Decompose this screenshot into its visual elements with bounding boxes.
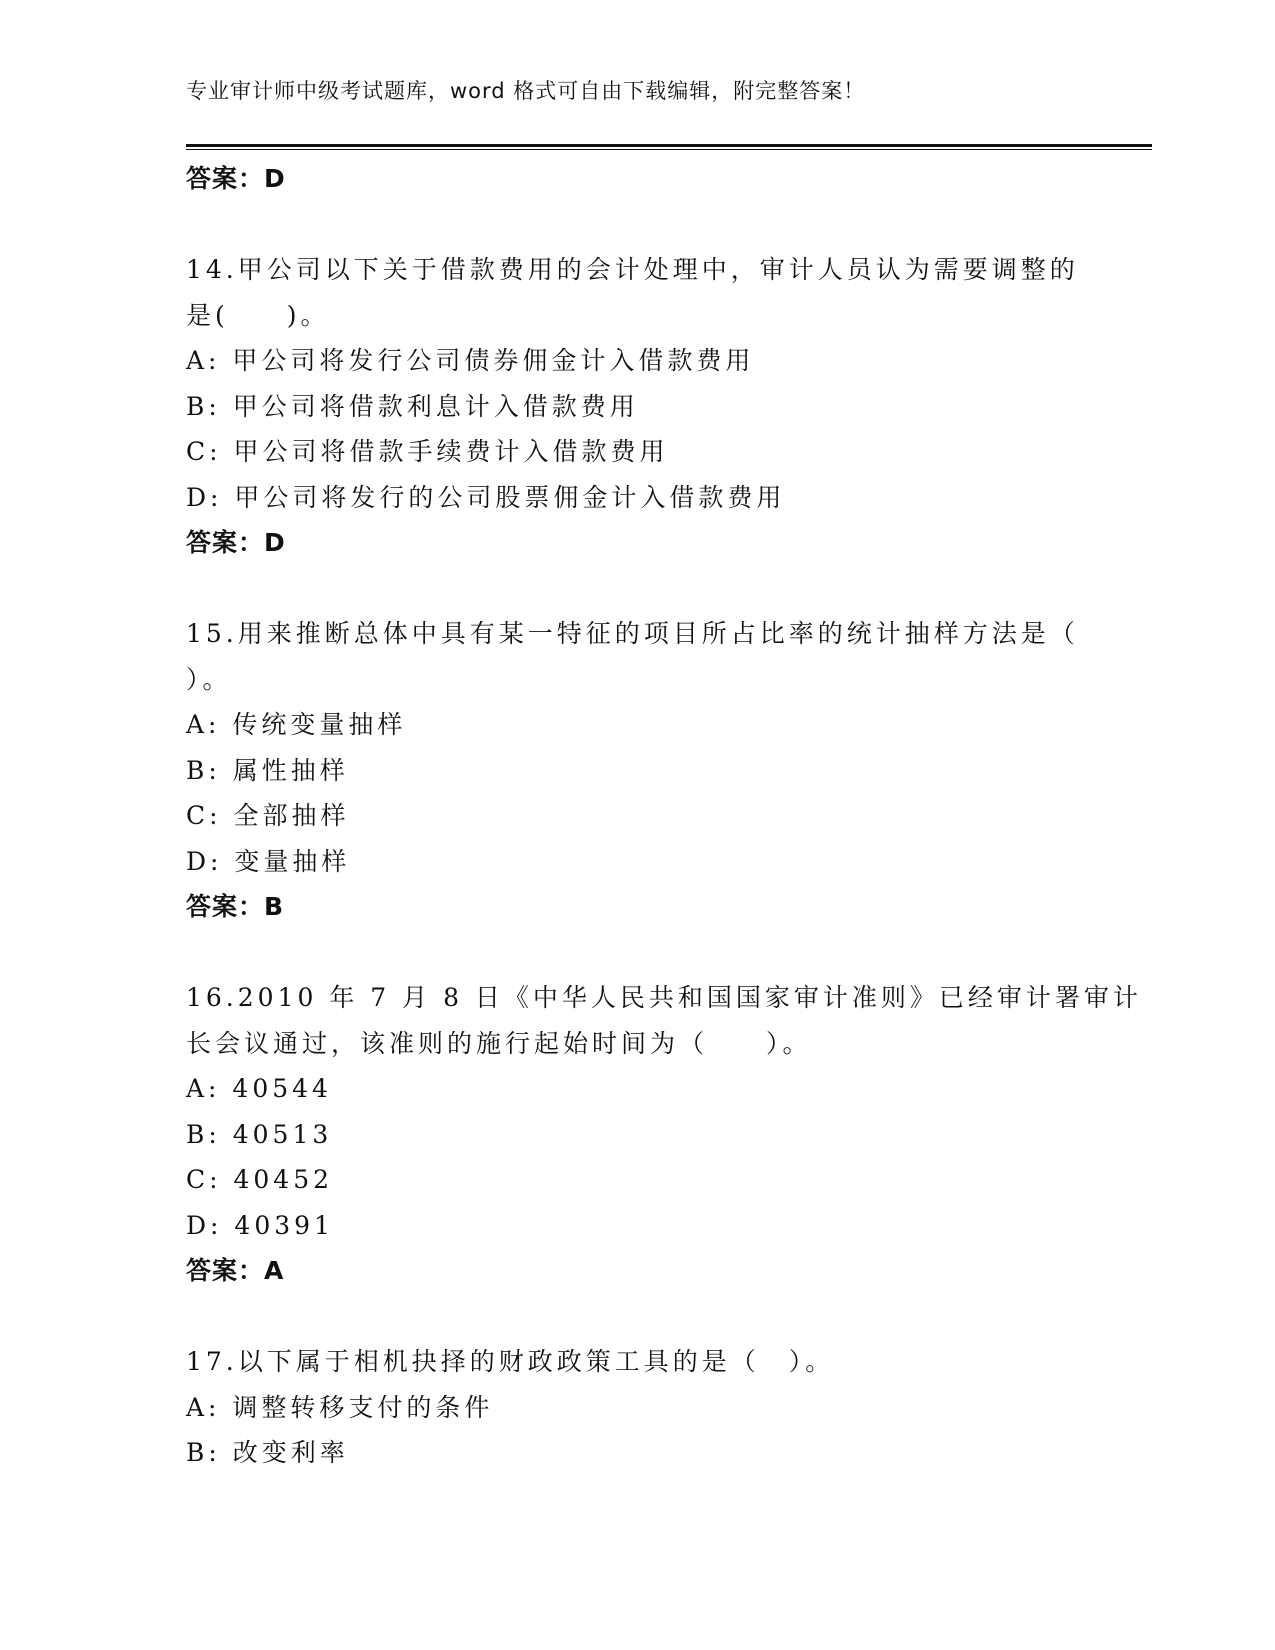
question-list <box>186 156 1142 1476</box>
question-14-stem: 14.甲公司以下关于借款费用的会计处理中，审计人员认为需要调整的 <box>186 255 1079 284</box>
question-15-stem-cont: ）。 <box>186 664 232 694</box>
question-15-option-c: C: 全部抽样 <box>186 801 350 830</box>
question-14-stem-cont: 是( )。 <box>186 300 330 330</box>
page-header: 专业审计师中级考试题库，word 格式可自由下载编辑，附完整答案！ <box>186 79 866 103</box>
question-17-stem: 17.以下属于相机抉择的财政政策工具的是（ ）。 <box>186 1347 835 1376</box>
question-16-stem-cont: 长会议通过，该准则的施行起始时间为（ ）。 <box>186 1028 812 1058</box>
question-16-stem: 16.2010 年 7 月 8 日《中华人民共和国国家审计准则》已经审计署审计 <box>186 983 1142 1012</box>
question-14-option-c: C: 甲公司将借款手续费计入借款费用 <box>186 437 669 466</box>
question-15-answer: 答案：B <box>186 892 285 921</box>
spacer <box>186 1294 1086 1340</box>
question-15-stem: 15.用来推断总体中具有某一特征的项目所占比率的统计抽样方法是（ <box>186 619 1079 648</box>
question-17-option-a: A: 调整转移支付的条件 <box>186 1392 494 1422</box>
question-17-option-b: B: 改变利率 <box>186 1438 349 1467</box>
question-15-option-d: D: 变量抽样 <box>186 846 351 876</box>
question-16-option-d: D: 40391 <box>186 1210 334 1240</box>
question-15-option-a: A: 传统变量抽样 <box>186 710 407 739</box>
question-15-option-b: B: 属性抽样 <box>186 755 349 785</box>
question-16-answer: 答案：A <box>186 1256 285 1285</box>
header-divider <box>186 144 1152 150</box>
answer-previous: 答案：D <box>186 164 286 193</box>
question-16-option-c: C: 40452 <box>186 1165 334 1194</box>
question-14-option-a: A: 甲公司将发行公司债券佣金计入借款费用 <box>186 346 755 375</box>
question-14-option-b: B: 甲公司将借款利息计入借款费用 <box>186 391 639 421</box>
question-14-answer: 答案：D <box>186 528 286 557</box>
spacer <box>186 930 1086 976</box>
question-16-option-b: B: 40513 <box>186 1119 333 1149</box>
question-14-option-d: D: 甲公司将发行的公司股票佣金计入借款费用 <box>186 482 786 512</box>
spacer <box>186 202 1086 248</box>
spacer <box>186 566 1086 612</box>
question-16-option-a: A: 40544 <box>186 1074 332 1103</box>
